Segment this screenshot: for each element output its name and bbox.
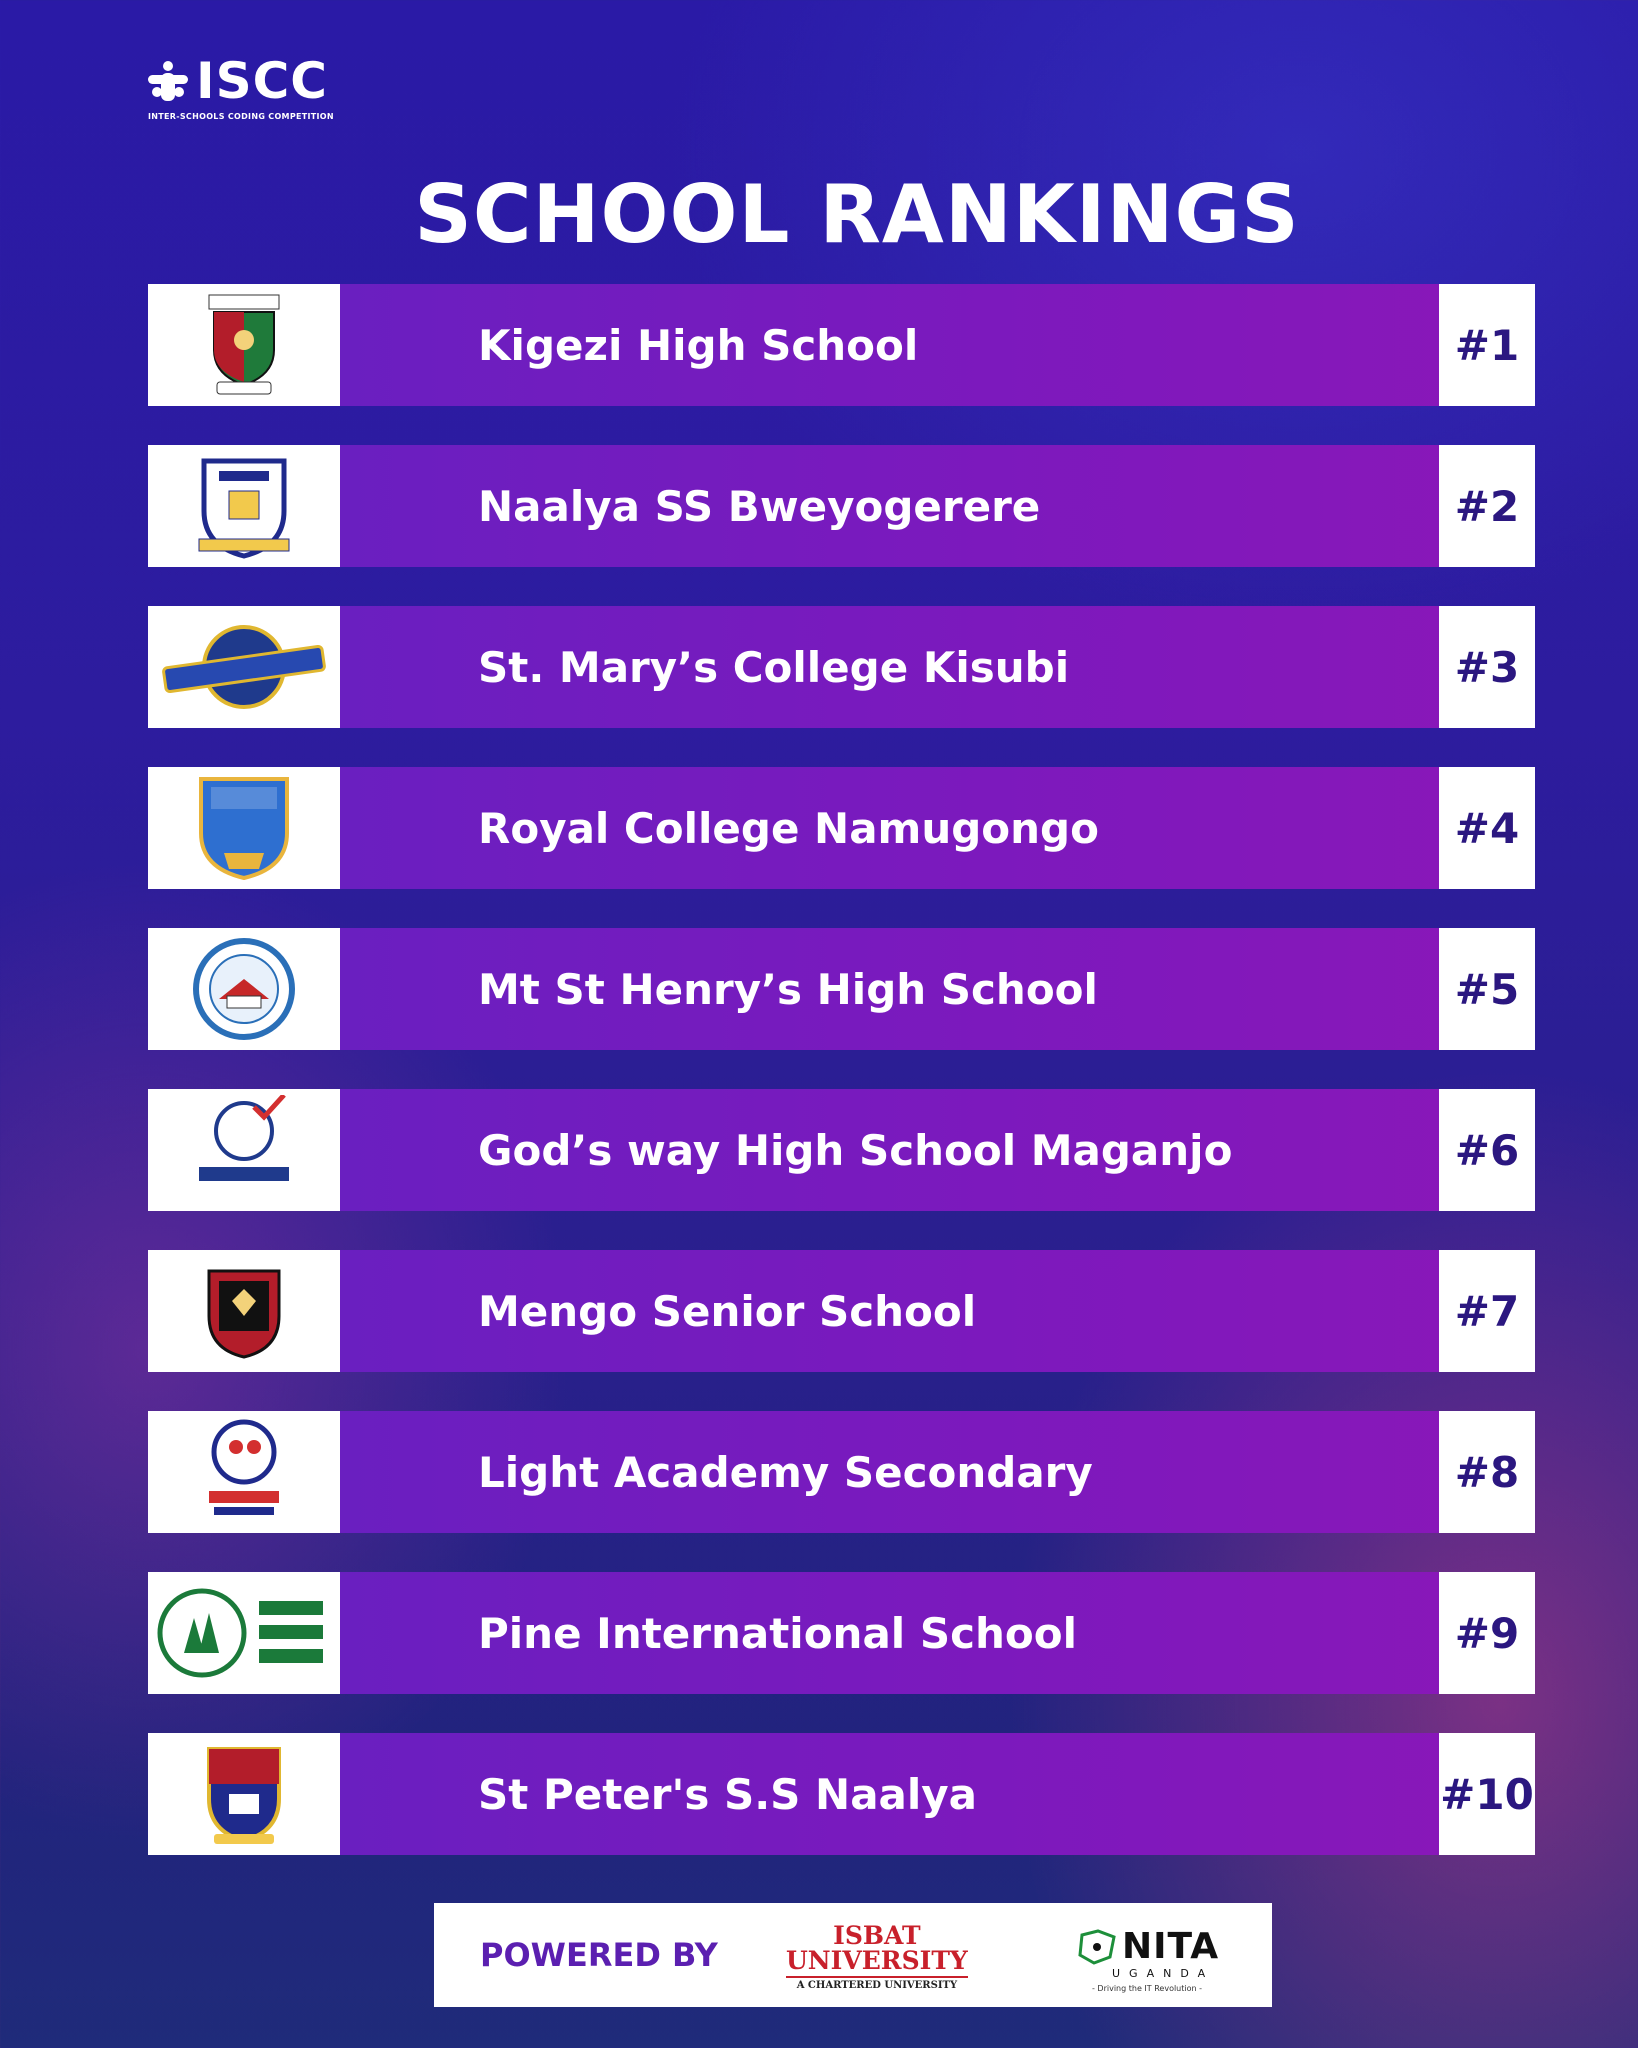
isbat-logo-line2: UNIVERSITY xyxy=(786,1946,968,1975)
rank-badge: #2 xyxy=(1439,445,1535,567)
ranking-bar xyxy=(340,1089,1525,1211)
ranking-row xyxy=(148,1572,1520,1694)
ranking-bar xyxy=(340,445,1525,567)
brand-tagline: INTER-SCHOOLS CODING COMPETITION xyxy=(148,112,334,121)
ranking-bar xyxy=(340,284,1525,406)
school-name: Royal College Namugongo xyxy=(478,803,1099,853)
royal-college-crest-icon xyxy=(148,767,340,889)
ranking-row xyxy=(148,1411,1520,1533)
brand-name: ISCC xyxy=(196,52,329,110)
rank-badge: #5 xyxy=(1439,928,1535,1050)
rank-badge: #10 xyxy=(1439,1733,1535,1855)
mt-st-henrys-crest-icon xyxy=(148,928,340,1050)
school-name: St Peter's S.S Naalya xyxy=(478,1769,977,1819)
isbat-logo-line1: ISBAT xyxy=(833,1921,921,1950)
rank-badge: #3 xyxy=(1439,606,1535,728)
ranking-row xyxy=(148,606,1520,728)
iscc-logo xyxy=(148,52,334,121)
ranking-row xyxy=(148,1250,1520,1372)
nita-uganda-logo xyxy=(1074,1927,1219,1993)
ranking-row xyxy=(148,284,1520,406)
gods-way-crest-icon xyxy=(148,1089,340,1211)
isbat-university-logo xyxy=(786,1923,968,1991)
isbat-logo-line3: A CHARTERED UNIVERSITY xyxy=(786,1976,968,1991)
nita-wordmark: NITA xyxy=(1122,1926,1220,1967)
uganda-map-icon xyxy=(1074,1927,1120,1967)
rank-badge: #1 xyxy=(1439,284,1535,406)
naalya-crest-icon xyxy=(148,445,340,567)
ranking-row xyxy=(148,445,1520,567)
school-name: Kigezi High School xyxy=(478,320,919,370)
mengo-crest-icon xyxy=(148,1250,340,1372)
ranking-bar xyxy=(340,1733,1534,1855)
ranking-row xyxy=(148,928,1520,1050)
school-name: Light Academy Secondary xyxy=(478,1447,1093,1497)
sponsor-footer xyxy=(434,1903,1272,2007)
ranking-row xyxy=(148,1733,1534,1855)
pine-crest-icon xyxy=(148,1572,340,1694)
kigezi-crest-icon xyxy=(148,284,340,406)
nita-tagline: - Driving the IT Revolution - xyxy=(1092,1984,1203,1993)
ranking-bar xyxy=(340,1572,1525,1694)
ranking-bar xyxy=(340,606,1525,728)
st-peters-crest-icon xyxy=(148,1733,340,1855)
rank-badge: #9 xyxy=(1439,1572,1535,1694)
school-name: God’s way High School Maganjo xyxy=(478,1125,1233,1175)
ranking-row xyxy=(148,1089,1520,1211)
school-name: Naalya SS Bweyogerere xyxy=(478,481,1041,531)
st-marys-crest-icon xyxy=(148,606,340,728)
ranking-bar xyxy=(340,767,1525,889)
nita-country: UGANDA xyxy=(1112,1967,1215,1980)
rank-badge: #7 xyxy=(1439,1250,1535,1372)
school-name: Mt St Henry’s High School xyxy=(478,964,1098,1014)
ranking-bar xyxy=(340,928,1525,1050)
ranking-bar xyxy=(340,1250,1525,1372)
ranking-bar xyxy=(340,1411,1525,1533)
page-title: SCHOOL RANKINGS xyxy=(414,168,1300,261)
school-name: St. Mary’s College Kisubi xyxy=(478,642,1070,692)
rank-badge: #4 xyxy=(1439,767,1535,889)
rank-badge: #6 xyxy=(1439,1089,1535,1211)
iscc-logo-icon xyxy=(148,61,188,101)
powered-by-label: POWERED BY xyxy=(480,1936,718,1974)
school-name: Pine International School xyxy=(478,1608,1077,1658)
light-academy-crest-icon xyxy=(148,1411,340,1533)
ranking-row xyxy=(148,767,1520,889)
rank-badge: #8 xyxy=(1439,1411,1535,1533)
school-name: Mengo Senior School xyxy=(478,1286,977,1336)
